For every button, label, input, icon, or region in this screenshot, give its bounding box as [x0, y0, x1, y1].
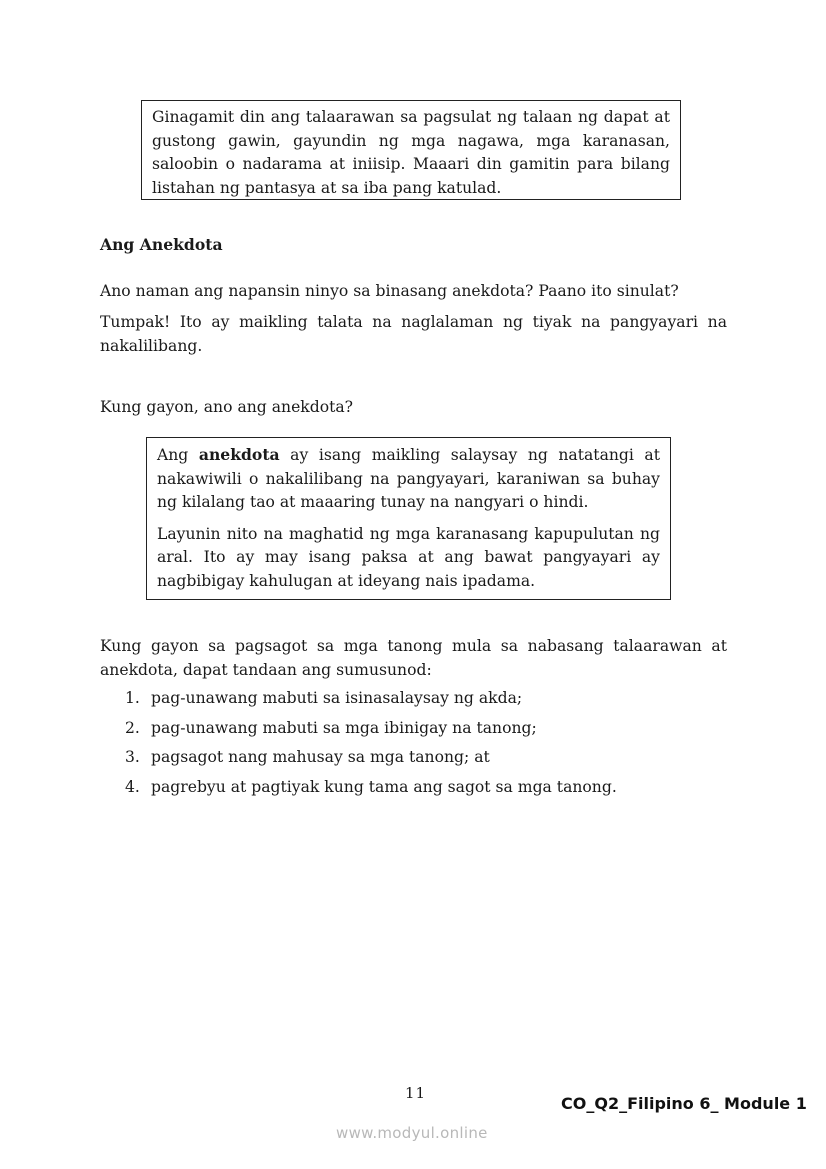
list-text: pag-unawang mabuti sa isinasalaysay ng akda;	[151, 689, 523, 707]
term-anekdota: anekdota	[198, 445, 280, 464]
list-number: 1.	[125, 689, 140, 707]
module-code: CO_Q2_Filipino 6_ Module 1	[561, 1094, 807, 1113]
talaarawan-note-box	[141, 100, 681, 200]
anekdota-definition-box	[146, 437, 671, 600]
question-paragraph: Ano naman ang napansin ninyo sa binasang anekdota? Paano ito sinulat?	[100, 282, 679, 300]
definition-paragraph	[157, 443, 660, 515]
definition-prefix: Ang	[157, 446, 199, 464]
list-text: pagrebyu at pagtiyak kung tama ang sagot sa mga tanong.	[151, 777, 617, 796]
talaarawan-note-text: Ginagamit din ang talaarawan sa pagsulat ng talaan ng dapat at gustong gawin, gayundin ng mga nagawa, mga karanasan, saloobin o nadarama at iniisip. Maaari din gamitin para bilang listahan ng pantasya at sa iba pang katulad.	[152, 108, 670, 197]
list-text: pag-unawang mabuti sa mga ibinigay na tanong;	[151, 718, 537, 737]
list-number: 3.	[125, 748, 140, 766]
answer-paragraph: Tumpak! Ito ay maikling talata na naglalaman ng tiyak na pangyayari na nakalilibang.	[100, 313, 727, 355]
section-heading: Ang Anekdota	[100, 235, 223, 254]
definition-rest: ay isang maikling salaysay ng natatangi at nakawiwili o nakalilibang na pangyayari, karaniwan sa buhay ng kilalang tao at maaaring tunay na nangyari o hindi.	[157, 446, 660, 511]
list-number: 4.	[125, 777, 140, 796]
page-number: 11	[405, 1084, 427, 1102]
list-text: pagsagot nang mahusay sa mga tanong; at	[151, 748, 490, 766]
definition-question: Kung gayon, ano ang anekdota?	[100, 398, 354, 416]
list-number: 2.	[125, 718, 140, 737]
purpose-paragraph: Layunin nito na maghatid ng mga karanasang kapupulutan ng aral. Ito ay may isang paksa at ang bawat pangyayari ay nagbibigay kahulugan at ideyang nais ipadama.	[157, 524, 660, 590]
conclusion-intro: Kung gayon sa pagsagot sa mga tanong mula sa nabasang talaarawan at anekdota, dapat tandaan ang sumusunod:	[100, 637, 727, 679]
watermark: www.modyul.online	[336, 1124, 488, 1142]
